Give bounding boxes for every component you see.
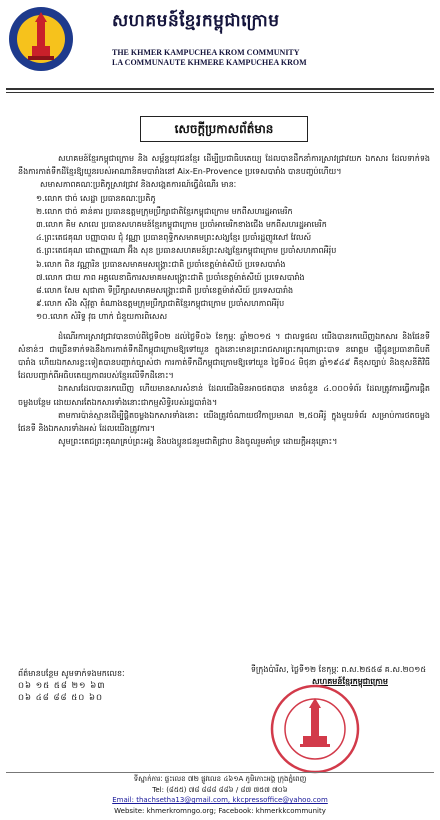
document-body: [18, 152, 430, 448]
footer-web[interactable]: Website: khmerkromngo.org; Facebook: khmerkkcommunity: [114, 806, 326, 815]
footer-address: ទីស្នាក់ការៈ ផ្ទះលេខ ៧២ ផ្លូវលេខ ៤៦១A ភូមិកោះអង្គ ក្រុងភ្នំពេញ: [133, 775, 307, 783]
footer-divider: [6, 772, 434, 773]
official-seal-icon: [270, 684, 360, 774]
list-item: ៧.លោក ជាយ ភាព អគ្គលេខាធិការសមាគមសង្គ្រោះជាតិ ប្រចាំខេត្តម៉ាត់សីយ៍ ប្រទេសបារាំង: [36, 272, 305, 282]
document-title: សេចក្តីប្រកាសព័ត៌មាន: [140, 116, 308, 142]
footer-email[interactable]: Email: thachsetha13@gmail.com, kkcpressoffice@yahoo.com: [112, 796, 328, 804]
paragraph-findings: ដំណើរការស្រាវជ្រាវបានចាប់ពីថ្ងៃទី០២ ដល់ថ្ងៃទី០៦ ខែកុម្ភៈ ឆ្នាំ២០១៥ ។ ជាលទ្ធផល យើងបានរកឃើញឯកសារ និងផែនទីសំខាន់ៗ ជាច្រើនទាក់ទងនឹងការកាត់ទឹកដីកម្ពុជាក្រោមឱ្យទៅយួន ក្នុងនោះមានព្រះរាជសារព្រះករុណាព្រះបាទ នរោត្តម ផ្ញើជូនប្រធានាធិបតីបារាំង ហើយឯកសារខ្លះទៀតបានបញ្ជាក់ច្បាស់ថា ការកាត់ទឹកដីកម្ពុជាក្រោមឱ្យទៅយួន ថ្ងៃទី០៤ មិថុនា ឆ្នាំ១៩៤៩ គឺខុសច្បាប់ និងខុសនីតិវិធី ដែលបញ្ជាក់ពីអធិបតេយ្យភាពរបស់ខ្មែរលើទឹកដីនោះ។: [18, 331, 430, 381]
signer-name: សហគមន៍ខ្មែរកម្ពុជាក្រោម: [311, 677, 388, 686]
list-item: ៣.លោក គិម សាលេ ប្រធានសហគមន៍ខ្មែរកម្ពុជាក្រោម ប្រចាំអាមេរិកខាងជើង មកពីសហរដ្ឋអាមេរិក: [36, 220, 327, 230]
org-name-kh: សហគមន៍ខ្មែរកម្ពុជាក្រោម: [112, 11, 280, 31]
phone-number: ០៦ ១៥ ៥៨ ២១ ៦៣: [18, 681, 106, 691]
contact-label: ព័ត៌មានបន្ថែម: [18, 669, 59, 678]
list-item: ១.លោក ថាច់ សេដ្ឋា ប្រធានគណៈប្រតិភូ: [36, 193, 156, 203]
member-list: [18, 192, 430, 324]
org-name-en: THE KHMER KAMPUCHEA KROM COMMUNITY: [112, 48, 300, 57]
date-line: ទីក្រុងប៉ារីស, ថ្ងៃទី១២ ខែកុម្ភៈ ព.ស.២៥៥៨ គ.ស.២០១៥: [250, 665, 426, 674]
contact-block: [18, 668, 125, 704]
contact-label-2: សូមទាក់ទងមកលេខៈ: [61, 669, 125, 678]
org-name-fr: LA COMMUNAUTE KHMERE KAMPUCHEA KROM: [112, 58, 307, 67]
list-item: ៨.លោក សែម សុជាតា ទីប្រឹក្សាសមាគមសង្គ្រោះជាតិ ប្រចាំខេត្តម៉ាត់សីយ៍ ប្រទេសបារាំង: [36, 286, 294, 296]
footer-tel: Tel: (៨៥៥) ៧៨ ៨៨៨ ៨៨៦ / ៨៧ ៧៥៧ ៧០៦: [152, 785, 288, 794]
list-item: ២.លោក ថាច់ គាន់គារ ប្រធានឧត្ដមក្រុមប្រឹក្សាជាតិខ្មែរកម្ពុជាក្រោម មកពីសហរដ្ឋអាមេរិក: [36, 206, 293, 216]
footer: [0, 774, 440, 816]
list-item: ១០.លោក សំរិទ្ធ វុធ ហាក់ ជំនួយការពិសេស: [36, 312, 168, 322]
letterhead: [0, 0, 440, 80]
community-logo-icon: [8, 6, 74, 72]
list-item: ៦.លោក ពិន វណ្ណារិន ប្រធានសមាគមសង្គ្រោះជាតិ ប្រចាំខេត្តម៉ាត់សីយ៍ ប្រទេសបារាំង: [36, 259, 286, 269]
list-item: ៩.លោក សឹង ស៊ីវុត្ថា តំណាងឧត្ដមក្រុមប្រឹក្សាជាតិខ្មែរកម្ពុជាក្រោម ប្រចាំសហភាពអឺរ៉ុប: [36, 299, 285, 309]
list-item: ៤.ព្រះតេជគុណ បញ្ញាបាល ជុំ វណ្ណា ប្រធានពុទ្ធិកសមាគមព្រះសង្ឃខ្មែរ ប្រចាំរដ្ឋញូវសៅ វែលស៍: [36, 233, 312, 243]
members-intro: សមាសភាពគណៈប្រតិភូស្រាវជ្រាវ និងសង្កេតការណ៍ធ្វើដំណើរ មានៈ: [40, 180, 237, 190]
header-divider-thin: [6, 92, 434, 93]
paragraph-intro: សហគមន៍ខ្មែរកម្ពុជាក្រោម និង សម្ព័ន្ធយុវជនខ្មែរ ដើម្បីប្រជាធិបតេយ្យ ដែលបានដឹកនាំការស្រាវជ្រាវយក ឯកសារ ដែលទាក់ទងនឹងការកាត់ទឹកដីខ្មែរឱ្យយួនរបស់អាណានិគមបារាំងនៅ Aix-En-Provence ប្រទេសបារាំង បានបញ្ចប់ហើយ។: [18, 154, 430, 177]
paragraph-cost: តាមការប៉ាន់ស្មានដើម្បីផ្ដិតចម្លងឯកសារទាំងនោះ យើងត្រូវចំណាយថវិកាប្រមាណ ២,៥០អឺរ៉ូ ក្នុងមួយទំព័រ សម្រាប់ការថតចម្លងផែនទី និងឯកសារទាំងអស់ ដែលយើងត្រូវការ។: [18, 410, 430, 434]
paragraph-closing: សូមព្រះតេជព្រះគុណគ្រប់ព្រះអង្គ និងបងប្អូនជនរួមជាតិជ្រាប និងចូលរួមគាំទ្រ ដោយក្តីអនុគ្រោះ។: [58, 437, 338, 447]
header-divider: [6, 88, 434, 90]
list-item: ៥.ព្រះតេជគុណ ជោតញ្ញាណោ អ៊ឹង សុខ ប្រធានសហគមន៍ព្រះសង្ឃខ្មែរកម្ពុជាក្រោម ប្រចាំសហភាពអឺរ៉ុប: [36, 246, 337, 256]
phone-number: ០៦ ៤៨ ៨៨ ៥០ ៦០: [18, 693, 103, 703]
paragraph-documents: ឯកសារដែលបានរកឃើញ ហើយមានសារសំខាន់ ដែលយើងមិនអាចថតបាន មានចំនួន ៤.០០០ទំព័រ ដែលត្រូវការធ្វើការផ្ដិតចម្លងបន្ថែម ដោយសារតែឯកសារទាំងនោះជាកម្មសិទ្ធិរបស់រដ្ឋបារាំង។: [18, 384, 430, 407]
